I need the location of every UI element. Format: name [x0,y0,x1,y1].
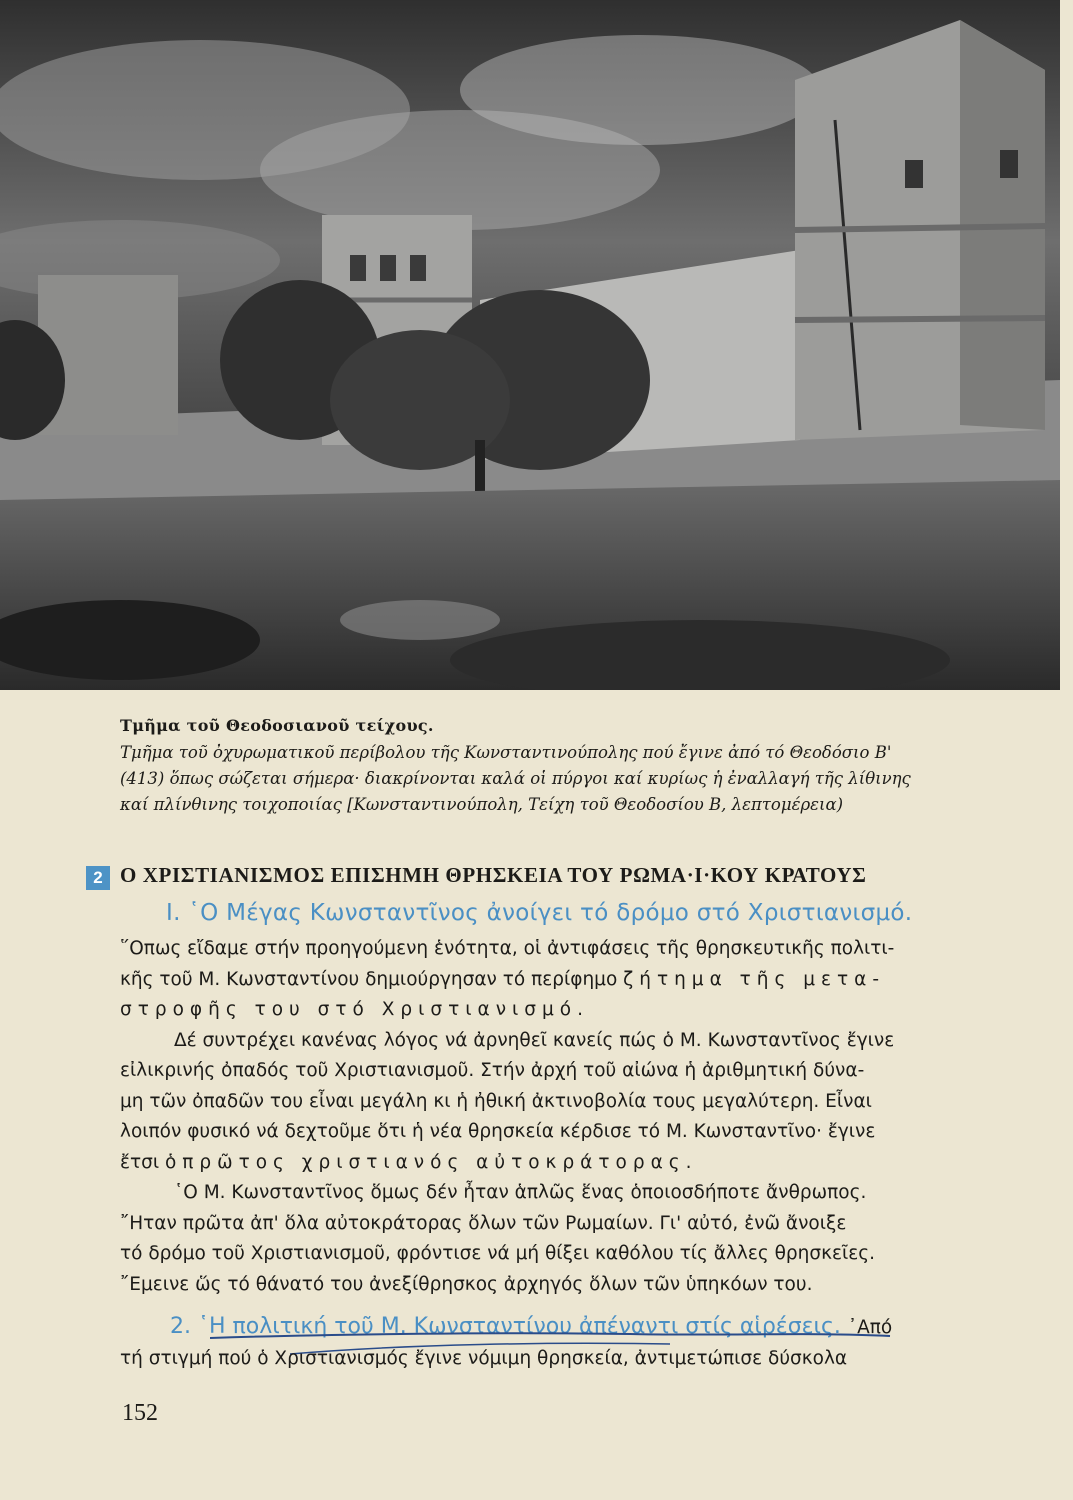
body-line: τό δρόμο τοῦ Χριστιανισμοῦ, φρόντισε νά μή θίξει καθόλου τίς ἄλλες θρησκεῖες. [120,1243,875,1264]
section-number-badge: 2 [86,866,110,890]
body-text-span: ἔτσι ὁ [120,1151,177,1173]
walls-photograph [0,0,1060,690]
body-line: στροφῆς του στό Χριστιανισμό. [120,999,589,1020]
body-text-span: κῆς τοῦ Μ. Κωνσταντίνου δημιούργησαν τό περίφημο [120,968,618,990]
body-line [120,1148,970,1179]
body-line: εἰλικρινής ὀπαδός τοῦ Χριστιανισμοῦ. Στήν ἀρχή τοῦ αἰώνα ἡ ἀριθμητική δύνα- [120,1060,865,1081]
body-line: λοιπόν φυσικό νά δεχτοῦμε ὅτι ἡ νέα θρησκεία κέρδισε τό Μ. Κωνσταντῖνο· ἔγινε [120,1121,876,1142]
subsection-2-title: 2. ῾Η πολιτική τοῦ Μ. Κωνσταντίνου ἀπέναντι στίς αἱρέσεις. [170,1314,841,1339]
subsection-2-body [120,1344,970,1375]
body-line: Δέ συντρέχει κανένας λόγος νά ἀρνηθεῖ κανείς πώς ὁ Μ. Κωνσταντῖνος ἔγινε [174,1029,895,1051]
caption-title: Τμῆμα τοῦ Θεοδοσιανοῦ τείχους. [120,716,434,735]
caption-line: (413) ὅπως σώζεται σήμερα· διακρίνονται καλά οἱ πύργοι καί κυρίως ἡ ἐναλλαγή τῆς λίθινης [120,769,911,788]
body-line: ῎Εμεινε ὥς τό θάνατό του ἀνεξίθρησκος ἀρχηγός ὅλων τῶν ὑπηκόων του. [120,1273,813,1295]
caption-text [120,740,980,818]
body-line [120,965,970,996]
body-line: ῾Ο Μ. Κωνσταντῖνος ὅμως δέν ἦταν ἁπλῶς ἕνας ὁποιοσδήποτε ἄνθρωπος. [174,1182,867,1203]
body-line: μη τῶν ὀπαδῶν του εἶναι μεγάλη κι ἡ ἠθική ἀκτινοβολία τους μεγαλύτερη. Εἶναι [120,1090,872,1112]
page-number: 152 [122,1400,158,1426]
body-line: ῎Ηταν πρῶτα ἀπ' ὅλα αὐτοκράτορας ὅλων τῶν Ρωμαίων. Γι' αὐτό, ἐνῶ ἄνοιξε [120,1212,847,1234]
photo-theodosian-walls [0,0,1060,690]
body-line: τή στιγμή πού ὁ Χριστιανισμός ἔγινε νόμιμη θρησκεία, ἀντιμετώπισε δύσκολα [120,1348,848,1369]
section-title: Ο ΧΡΙΣΤΙΑΝΙΣΜΟΣ ΕΠΙΣΗΜΗ ΘΡΗΣΚΕΙΑ ΤΟΥ ΡΩΜΑ·Ι·ΚΟΥ ΚΡΑΤΟΥΣ [120,863,867,887]
subsection-1-heading: Ι. ῾Ο Μέγας Κωνσταντῖνος ἀνοίγει τό δρόμο στό Χριστιανισμό. [166,900,913,926]
body-line: ῞Οπως εἴδαμε στήν προηγούμενη ἑνότητα, οἱ ἀντιφάσεις τῆς θρησκευτικῆς πολιτι- [120,938,895,959]
spaced-emphasis: πρῶτος χριστιανός αὐτοκράτορας. [182,1151,698,1173]
subsection-1-body [120,934,970,1300]
caption-line: καί πλίνθινης τοιχοποιίας [Κωνσταντινούπολη, Τείχη τοῦ Θεοδοσίου Β, λεπτομέρεια) [120,795,844,814]
subsection-2-continuation: ᾿Από [847,1317,893,1338]
caption-line: Τμῆμα τοῦ ὀχυρωματικοῦ περίβολου τῆς Κωνσταντινούπολης πού ἔγινε ἀπό τό Θεοδόσιο Β' [120,743,892,762]
spaced-emphasis: ζήτημα τῆς μετα- [623,968,886,990]
